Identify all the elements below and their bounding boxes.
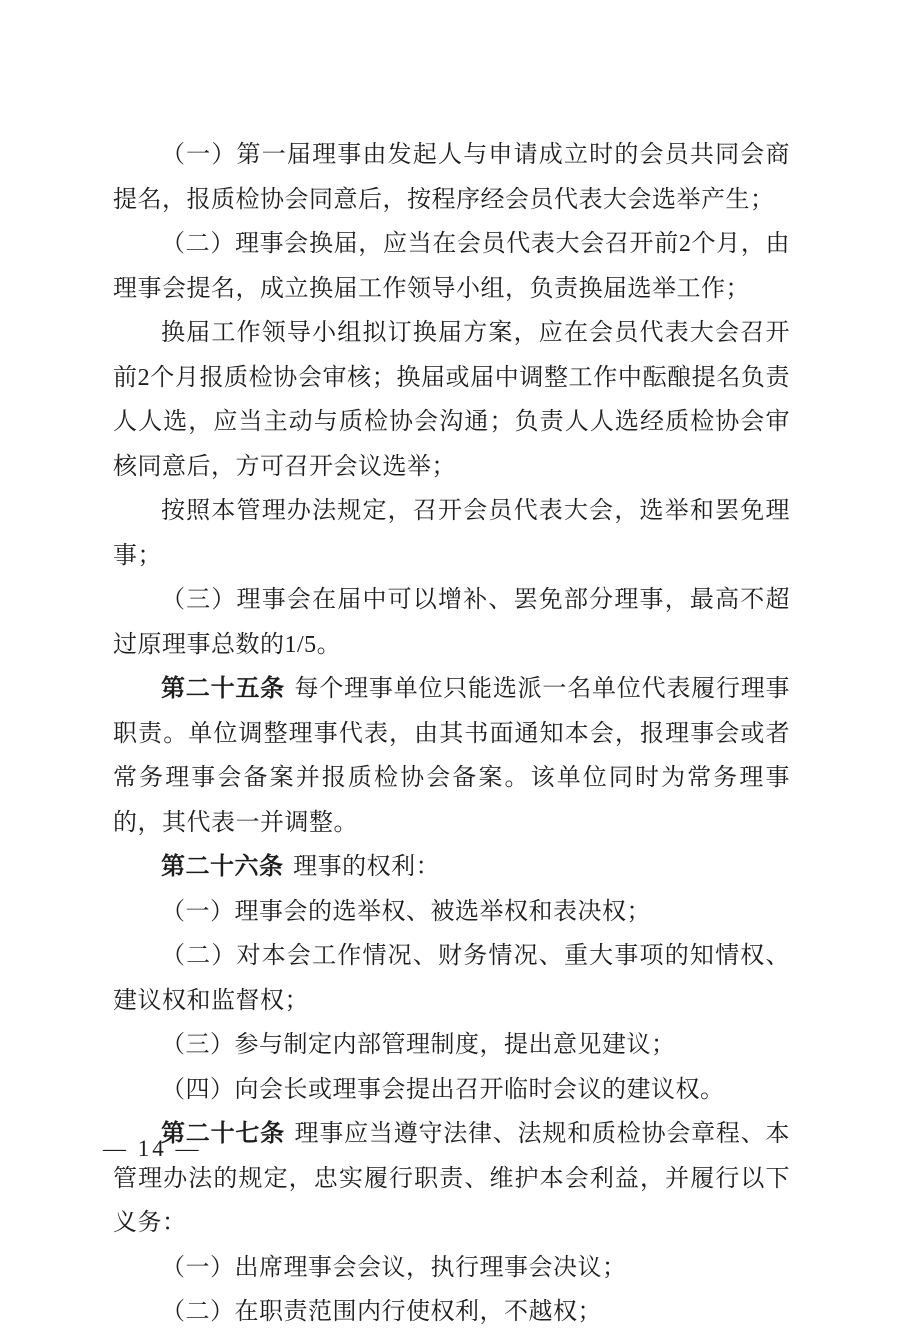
paragraph-text: （三）参与制定内部管理制度，提出意见建议； — [161, 1032, 676, 1058]
paragraph — [113, 578, 790, 667]
paragraph-text: 换届工作领导小组拟订换届方案，应在会员代表大会召开前2个月报质检协会审核；换届或届中调整工作中酝酿提名负责人人选，应当主动与质检协会沟通；负责人人选经质检协会审核同意后，方可召开会议选举； — [113, 320, 790, 480]
article-number-label: 第二十五条 — [161, 676, 285, 702]
article-number-label: 第二十七条 — [161, 1121, 285, 1147]
paragraph — [113, 1290, 790, 1335]
paragraph-article-25 — [113, 667, 790, 845]
paragraph-text: （一）出席理事会会议，执行理事会决议； — [161, 1254, 627, 1281]
paragraph — [113, 1068, 790, 1113]
paragraph-text: 每个理事单位只能选派一名单位代表履行理事职责。单位调整理事代表，由其书面通知本会，报理事会或者常务理事会备案并报质检协会备案。该单位同时为常务理事的，其代表一并调整。 — [113, 676, 791, 836]
paragraph-text: （四）向会长或理事会提出召开临时会议的建议权。 — [161, 1076, 725, 1103]
paragraph-text: （一）理事会的选举权、被选举权和表决权； — [161, 898, 651, 925]
paragraph-text: （三）理事会在届中可以增补、罢免部分理事，最高不超过原理事总数的1/5。 — [113, 587, 790, 658]
paragraph-text: 理事的权利： — [293, 854, 441, 880]
paragraph-text: （二）在职责范围内行使权利，不越权； — [161, 1299, 602, 1325]
paragraph — [113, 489, 790, 578]
page-number: — 14 — — [103, 1136, 202, 1161]
paragraph — [113, 934, 790, 1023]
paragraph — [113, 1023, 790, 1068]
document-body — [113, 133, 790, 1335]
paragraph-text: （二）理事会换届，应当在会员代表大会召开前2个月，由理事会提名，成立换届工作领导小组，负责换届选举工作； — [113, 231, 790, 302]
paragraph — [113, 1246, 790, 1291]
paragraph — [113, 222, 790, 311]
paragraph — [113, 311, 790, 489]
paragraph — [113, 890, 790, 935]
paragraph-article-26 — [113, 845, 790, 890]
paragraph — [113, 133, 790, 222]
paragraph-article-27 — [113, 1112, 790, 1246]
article-number-label: 第二十六条 — [161, 854, 284, 880]
paragraph-text: 理事应当遵守法律、法规和质检协会章程、本管理办法的规定，忠实履行职责、维护本会利益，并履行以下义务： — [113, 1121, 791, 1236]
paragraph-text: 按照本管理办法规定，召开会员代表大会，选举和罢免理事； — [113, 498, 790, 569]
paragraph-text: （一）第一届理事由发起人与申请成立时的会员共同会商提名，报质检协会同意后，按程序经会员代表大会选举产生； — [113, 142, 790, 213]
paragraph-text: （二）对本会工作情况、财务情况、重大事项的知情权、建议权和监督权； — [113, 943, 790, 1014]
